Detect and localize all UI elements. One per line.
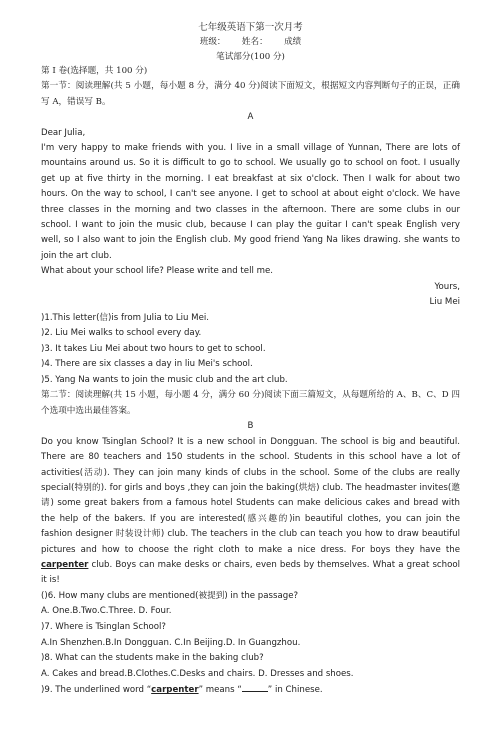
letter-closing: Yours, (434, 281, 460, 292)
question-9 (41, 682, 460, 699)
question-9-suffix: ” in Chinese. (267, 685, 323, 696)
letter-greeting: Dear Julia, (41, 127, 86, 138)
passage-b-text-after: club. Boys can make desks or chairs, even beds by themselves. What a great school it is! (41, 559, 460, 586)
letter-body: I'm very happy to make friends with you. I live in a small village of Yunnan, There are lots of mountains around us. So it is difficult to go to school. We usually go to school on foot. I usually get up at five thirty in the morning. I eat breakfast at six o'clock. Then I walk for about two hours. On the way to school, I can't see anyone. I get to school at about eight o'clock. We have three classes in the morning and two classes in the afternoon. There are some clubs in our school. I want to join the music club, because I can play the guitar I can't speak English very well, so I also want to join the English club. My good friend Yang Na likes drawing. she wants to join the art club. (41, 143, 460, 261)
question-6: ()6. How many clubs are mentioned(被提到) in the passage? (41, 590, 299, 601)
statement-2: )2. Liu Mei walks to school every day. (41, 328, 202, 339)
letter-question-line: What about your school life? Please write and tell me. (41, 266, 273, 277)
written-part-label: 笔试部分(100 分) (216, 51, 285, 62)
statement-3: )3. It takes Liu Mei about two hours to get to school. (41, 343, 266, 354)
question-9-prefix: )9. The underlined word “ (41, 685, 152, 696)
volume-heading: 第 I 卷(选择题，共 100 分) (41, 66, 148, 76)
statement-4: )4. There are six classes a day in liu Mei's school. (41, 359, 253, 370)
passage-b-body (41, 435, 460, 589)
question-7: )7. Where is Tsinglan School? (41, 621, 166, 632)
passage-b-letter: B (247, 421, 254, 432)
underlined-word: carpenter (41, 559, 89, 570)
question-6-options: A. One.B.Two.C.Three. D. Four. (41, 606, 172, 617)
question-9-word: carpenter (151, 685, 199, 696)
student-info-fields: 班级： 姓名： 成绩 (199, 37, 302, 47)
statement-5: )5. Yang Na wants to join the music club and the art club. (41, 374, 288, 385)
passage-b-text-before: Do you know Tsinglan School? It is a new school in Dongguan. The school is big and beautiful. There are 80 teachers and 150 students in the school. Students in this school have a lot of activities(活动). They can join many kinds of clubs in the school. Some of the clubs are really special(特别的). for girls and boys ,they can join the baking(烘焙) club. The headmaster invites(邀请) some great bakers from a famous hotel Students can make delicious cakes and bread with the help of the bakers. If you are interested(感兴趣的)in beautiful clothes, you can join the fashion designer 时装设计师) club. The teachers in the club can teach you how to draw beautiful pictures and how to choose the right cloth to make a nice dress. For boys they have the (41, 436, 460, 555)
question-7-options: A.In Shenzhen.B.In Dongguan. C.In Beijing.D. In Guangzhou. (41, 637, 301, 648)
statement-1: )1.This letter(信)is from Julia to Liu Mei. (41, 312, 209, 323)
section1-instruction: 第一节：阅读理解(共 5 小题，每小题 8 分，满分 40 分)阅读下面短文，根据短文内容判断句子的正误，正确写 A，错误写 B。 (41, 81, 460, 107)
section2-instruction: 第二节：阅读理解(共 15 小题，每小题 4 分，满分 60 分)阅读下面三篇短文，从每题所给的 A、B、C、D 四个选项中选出最佳答案。 (41, 390, 460, 416)
question-9-mid: ” means “ (198, 685, 242, 696)
letter-signature: Liu Mei (429, 297, 460, 308)
exam-title: 七年级英语下第一次月考 (198, 22, 303, 33)
question-8: )8. What can the students make in the baking club? (41, 653, 264, 664)
answer-blank[interactable] (242, 682, 268, 692)
passage-a-letter: A (247, 112, 254, 123)
question-8-options: A. Cakes and bread.B.Clothes.C.Desks and chairs. D. Dresses and shoes. (41, 668, 354, 679)
